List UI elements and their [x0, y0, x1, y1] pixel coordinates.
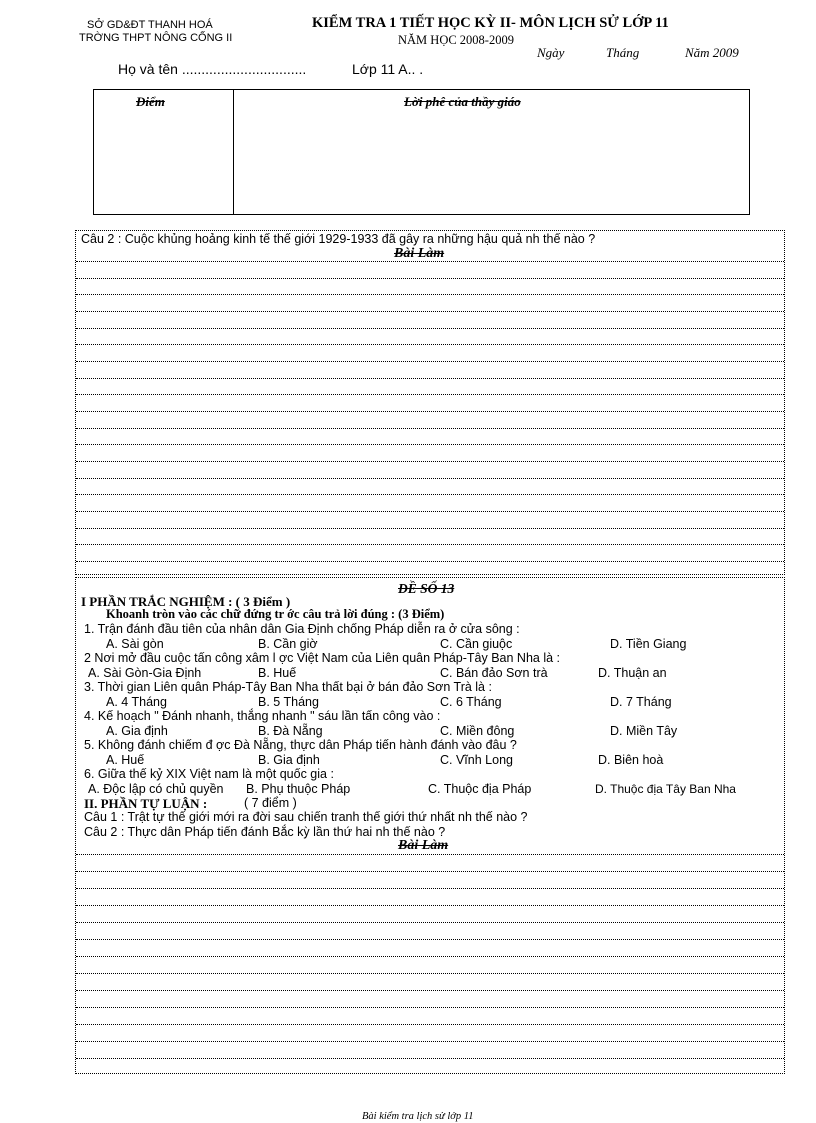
question-1: 1. Trận đánh đầu tiên của nhân dân Gia Định chống Pháp diễn ra ở cửa sông : [84, 622, 520, 636]
q5-option-d[interactable]: D. Biên hoà [598, 753, 664, 767]
question-2: 2 Nơi mở đầu cuộc tấn công xâm l ợc Việt Nam của Liên quân Pháp-Tây Ban Nha là : [84, 651, 560, 665]
q6-option-b[interactable]: B. Phụ thuộc Pháp [246, 782, 351, 796]
part1-instruction: Khoanh tròn vào các chữ đứng tr ớc câu trả lời đúng : (3 Điểm) [106, 607, 445, 621]
grade-box [93, 89, 750, 215]
q1-option-d[interactable]: D. Tiền Giang [610, 637, 687, 651]
q2-option-a[interactable]: A. Sài Gòn-Gia Định [88, 666, 202, 680]
q4-option-b[interactable]: B. Đà Nẵng [258, 724, 323, 738]
q5-option-a[interactable]: A. Huế [106, 753, 145, 767]
essay-question-1: Câu 1 : Trật tự thế giới mới ra đời sau chiến tranh thế giới thứ nhất nh thế nào ? [84, 810, 528, 824]
page-footer: Bài kiểm tra lịch sử lớp 11 [362, 1111, 474, 1122]
part1-title: I PHẦN TRẮC NGHIỆM : ( 3 Điểm ) [81, 594, 291, 609]
school-year: NĂM HỌC 2008-2009 [398, 33, 514, 47]
q5-option-c[interactable]: C. Vĩnh Long [440, 753, 513, 767]
q6-option-a[interactable]: A. Độc lập có chủ quyền [88, 782, 224, 796]
question-6: 6. Giữa thế kỷ XIX Việt nam là một quốc gia : [84, 767, 334, 781]
q1-option-a[interactable]: A. Sài gòn [106, 637, 164, 651]
question-5: 5. Không đánh chiếm đ ợc Đà Nẵng, thực dân Pháp tiến hành đánh vào đâu ? [84, 738, 517, 752]
answer-heading: Bài Làm [394, 246, 445, 261]
essay-answer-heading: Bài Làm [398, 838, 449, 853]
student-name-field[interactable]: Họ và tên ................................ [118, 61, 307, 77]
q2-option-d[interactable]: D. Thuận an [598, 666, 667, 680]
department-name: SỞ GD&ĐT THANH HOÁ [87, 19, 213, 31]
part2-title: II. PHẦN TỰ LUẬN : [84, 796, 208, 811]
teacher-comment-label: Lời phê của thầy giáo [404, 94, 521, 109]
question-text: Câu 2 : Cuộc khủng hoảng kinh tế thế giới 1929-1933 đã gây ra những hậu quả nh thế nào ? [81, 232, 596, 246]
q3-option-a[interactable]: A. 4 Tháng [106, 695, 167, 709]
q4-option-a[interactable]: A. Gia định [106, 724, 168, 738]
q4-option-c[interactable]: C. Miền đông [440, 724, 515, 738]
q6-option-d[interactable]: D. Thuộc địa Tây Ban Nha [595, 782, 736, 796]
q2-option-c[interactable]: C. Bán đảo Sơn trà [440, 666, 548, 680]
q4-option-d[interactable]: D. Miền Tây [610, 724, 678, 738]
school-name: TRỜNG THPT NÔNG CỐNG II [79, 32, 233, 44]
year-label: Năm 2009 [685, 45, 739, 60]
grade-box-divider [233, 90, 234, 214]
question-3: 3. Thời gian Liên quân Pháp-Tây Ban Nha thất bại ở bán đảo Sơn Trà là : [84, 680, 492, 694]
class-field[interactable]: Lớp 11 A.. . [352, 61, 424, 77]
question-4: 4. Kế hoạch " Đánh nhanh, thắng nhanh " sáu lần tấn công vào : [84, 709, 441, 723]
q2-option-b[interactable]: B. Huế [258, 666, 297, 680]
part2-points: ( 7 điểm ) [244, 796, 297, 810]
q3-option-c[interactable]: C. 6 Tháng [440, 695, 502, 709]
q3-option-d[interactable]: D. 7 Tháng [610, 695, 672, 709]
month-label: Tháng [606, 45, 640, 60]
q6-option-c[interactable]: C. Thuộc địa Pháp [428, 782, 532, 796]
score-label: Điểm [136, 94, 165, 109]
exam-title: KIỂM TRA 1 TIẾT HỌC KỲ II- MÔN LỊCH SỬ LỚP 11 [312, 15, 669, 31]
q1-option-c[interactable]: C. Cần giuộc [440, 637, 513, 651]
essay-question-2: Câu 2 : Thực dân Pháp tiến đánh Bắc kỳ lần thứ hai nh thế nào ? [84, 825, 446, 839]
question-answer-area [75, 230, 785, 575]
exam-section [75, 577, 785, 1074]
q1-option-b[interactable]: B. Cần giờ [258, 637, 318, 651]
q5-option-b[interactable]: B. Gia định [258, 753, 320, 767]
q3-option-b[interactable]: B. 5 Tháng [258, 695, 319, 709]
day-label: Ngày [537, 45, 565, 60]
exam-code: ĐỀ SỐ 13 [398, 581, 455, 596]
